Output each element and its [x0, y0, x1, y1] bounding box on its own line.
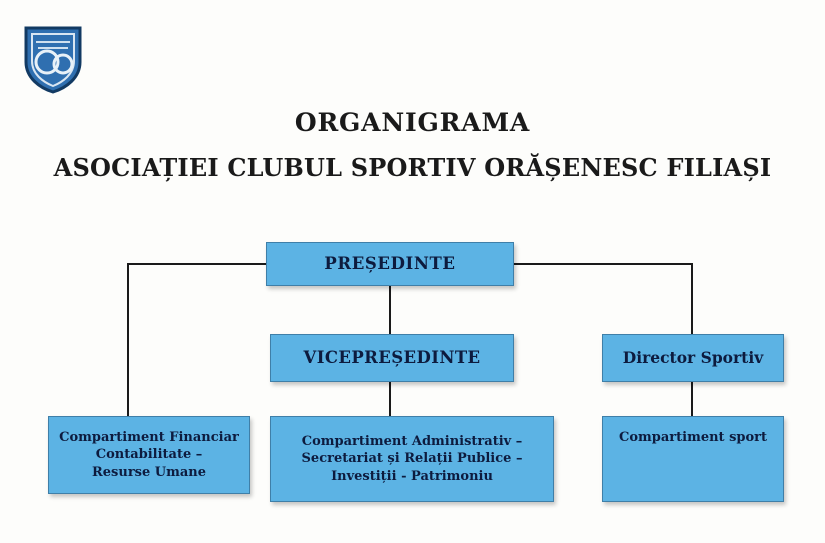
node-compartiment-administrativ[interactable] [270, 416, 554, 502]
node-director-sportiv[interactable] [602, 334, 784, 382]
node-label: PREȘEDINTE [324, 254, 456, 274]
node-label-line-1: Compartiment Administrativ – [301, 434, 523, 450]
node-presedinte[interactable] [266, 242, 514, 286]
node-vicepresedinte[interactable] [270, 334, 514, 382]
node-label-line-2: Contabilitate – [95, 447, 203, 463]
node-compartiment-sport[interactable] [602, 416, 784, 502]
node-label: VICEPREȘEDINTE [303, 348, 481, 368]
node-label: Compartiment sport [618, 430, 768, 445]
node-compartiment-financiar[interactable] [48, 416, 250, 494]
page-subtitle: ASOCIAȚIEI CLUBUL SPORTIV ORĂȘENESC FILIAȘI [53, 153, 772, 182]
node-label-line-3: Resurse Umane [91, 464, 207, 480]
node-label: Director Sportiv [622, 347, 764, 367]
node-label-line-2: Secretariat și Relații Publice – [301, 451, 523, 467]
node-label [296, 431, 529, 486]
node-label-line-3: Investiții - Patrimoniu [331, 468, 493, 484]
node-label [53, 427, 245, 482]
node-label-line-1: Compartiment Financiar [59, 430, 239, 446]
page-title: ORGANIGRAMA [294, 108, 531, 137]
